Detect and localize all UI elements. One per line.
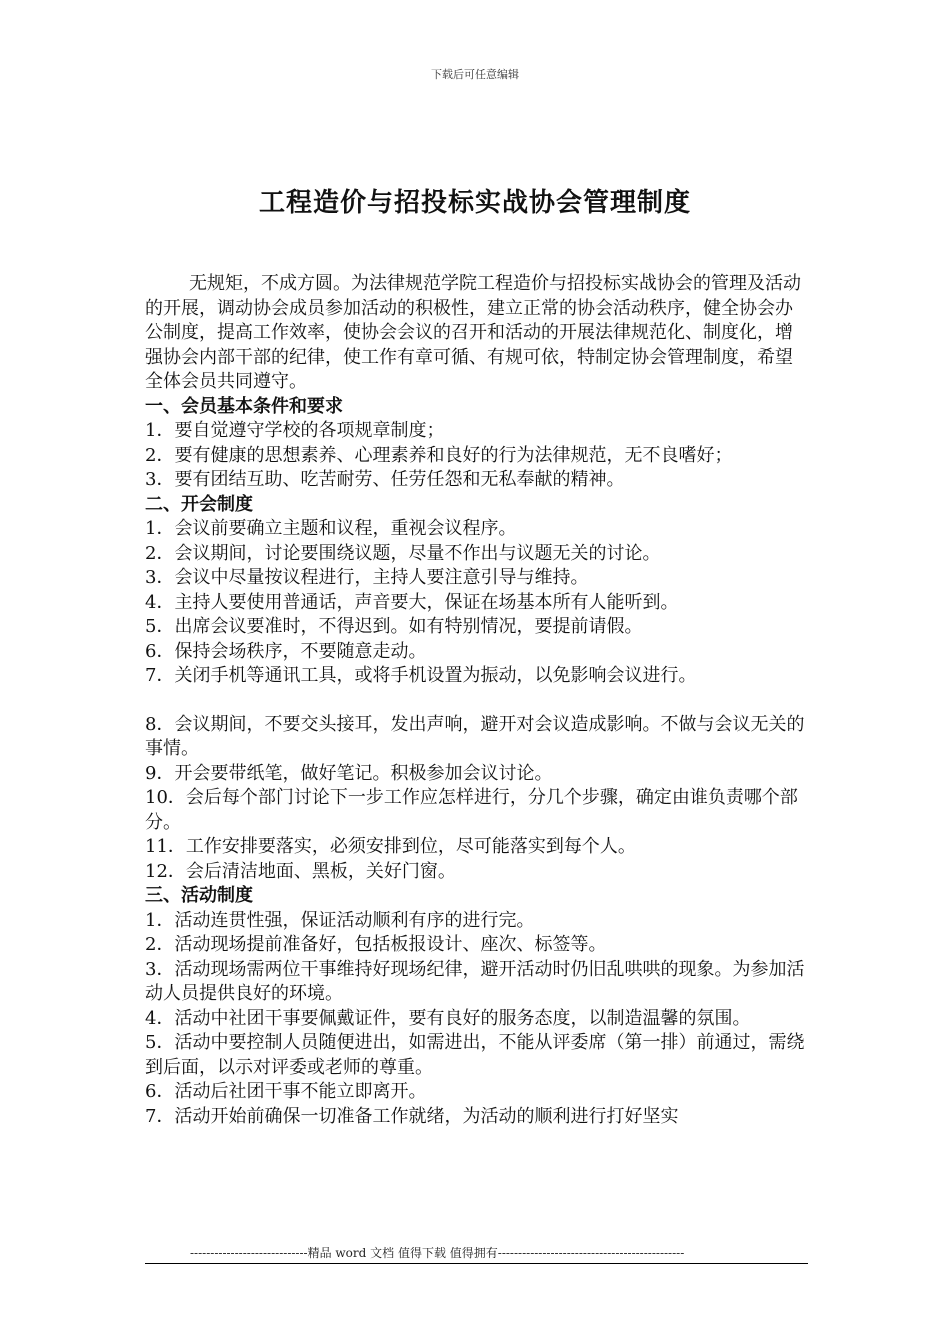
list-item: 1．活动连贯性强，保证活动顺利有序的进行完。 xyxy=(145,909,535,931)
list-item: 6．保持会场秩序，不要随意走动。 xyxy=(145,640,427,662)
list-item: 2．活动现场提前准备好，包括板报设计、座次、标签等。 xyxy=(145,934,607,955)
list-item: 3．活动现场需两位干事维持好现场纪律，避开活动时仍旧乱哄哄的现象。为参加活动人员提供良好的环境。 xyxy=(145,958,805,1004)
blank-line xyxy=(145,689,810,713)
list-item: 11．工作安排要落实，必须安排到位，尽可能落实到每个人。 xyxy=(145,836,636,857)
list-item: 5．出席会议要准时，不得迟到。如有特别情况，要提前请假。 xyxy=(145,616,643,637)
list-item: 7．关闭手机等通讯工具，或将手机设置为振动，以免影响会议进行。 xyxy=(145,665,697,686)
footer-rule xyxy=(145,1263,808,1264)
list-item: 9．开会要带纸笔，做好笔记。积极参加会议讨论。 xyxy=(145,762,553,784)
list-item: 4．活动中社团干事要佩戴证件，要有良好的服务态度，以制造温馨的氛围。 xyxy=(145,1007,751,1029)
section-heading: 一、会员基本条件和要求 xyxy=(145,395,343,417)
list-item: 12．会后清洁地面、黑板，关好门窗。 xyxy=(145,860,456,882)
list-item: 2．会议期间，讨论要围绕议题，尽量不作出与议题无关的讨论。 xyxy=(145,542,661,564)
list-item: 10．会后每个部门讨论下一步工作应怎样进行，分几个步骤，确定由谁负责哪个部分。 xyxy=(145,787,798,833)
list-item: 3．要有团结互助、吃苦耐劳、任劳任怨和无私奉献的精神。 xyxy=(145,469,625,490)
list-item: 1．会议前要确立主题和议程，重视会议程序。 xyxy=(145,518,517,539)
page-footer: -----------------------------精品 word 文档 值得下载 值得拥有---------------------------------------------- xyxy=(190,1246,685,1260)
list-item: 2．要有健康的思想素养、心理素养和良好的行为法律规范，无不良嗜好； xyxy=(145,444,733,466)
list-item: 1．要自觉遵守学校的各项规章制度； xyxy=(145,420,445,441)
list-item: 6．活动后社团干事不能立即离开。 xyxy=(145,1081,427,1102)
document-body xyxy=(145,272,810,1129)
intro-paragraph: 无规矩，不成方圆。为法律规范学院工程造价与招投标实战协会的管理及活动的开展，调动协会成员参加活动的积极性，建立正常的协会活动秩序，健全协会办公制度，提高工作效率，使协会会议的召开和活动的开展法律规范化、制度化，增强协会内部干部的纪律，使工作有章可循、有规可依，特制定协会管理制度，希望全体会员共同遵守。 xyxy=(145,273,801,392)
list-item: 8．会议期间，不要交头接耳，发出声响，避开对会议造成影响。不做与会议无关的事情。 xyxy=(145,713,805,759)
list-item: 4．主持人要使用普通话，声音要大，保证在场基本所有人能听到。 xyxy=(145,591,679,613)
document-title: 工程造价与招投标实战协会管理制度 xyxy=(258,188,691,218)
section-heading: 二、开会制度 xyxy=(145,493,253,515)
page-header: 下载后可任意编辑 xyxy=(431,68,519,81)
list-item: 5．活动中要控制人员随便进出，如需进出，不能从评委席（第一排）前通过，需绕到后面，以示对评委或老师的尊重。 xyxy=(145,1032,805,1078)
list-item: 3．会议中尽量按议程进行，主持人要注意引导与维持。 xyxy=(145,567,589,588)
section-heading: 三、活动制度 xyxy=(145,885,253,906)
list-item: 7．活动开始前确保一切准备工作就绪，为活动的顺利进行打好坚实 xyxy=(145,1105,679,1127)
